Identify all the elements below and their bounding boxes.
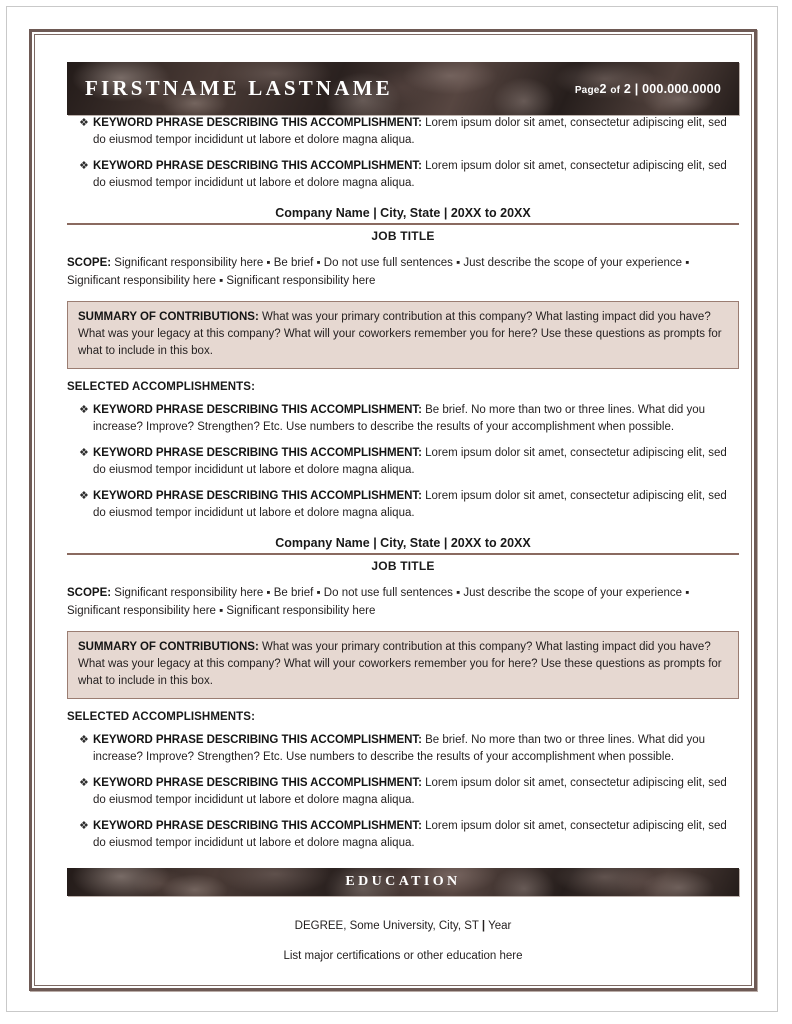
selected-accomplishments-heading: SELECTED ACCOMPLISHMENTS: <box>67 711 255 723</box>
accomplishment-keyword: KEYWORD PHRASE DESCRIBING THIS ACCOMPLISHMENT: <box>93 160 422 172</box>
accomplishment-keyword: KEYWORD PHRASE DESCRIBING THIS ACCOMPLISHMENT: <box>93 117 422 129</box>
phone-number: 000.000.0000 <box>642 81 721 96</box>
page-total-number: 2 <box>623 81 632 96</box>
summary-label: SUMMARY OF CONTRIBUTIONS: <box>78 641 259 653</box>
degree-separator: | <box>481 920 486 932</box>
company-name-location-dates: Company Name | City, State | 20XX to 20XX <box>275 536 531 550</box>
accomplishment-text <box>93 818 739 852</box>
education-banner-title: EDUCATION <box>345 874 461 889</box>
scope-body: Significant responsibility here ▪ Be brief ▪ Do not use full sentences ▪ Just describe the scope of your experience ▪ Significant responsibility here ▪ Significant responsibility here <box>67 257 690 287</box>
company-name-location-dates: Company Name | City, State | 20XX to 20XX <box>275 206 531 220</box>
accomplishment-keyword: KEYWORD PHRASE DESCRIBING THIS ACCOMPLISHMENT: <box>93 734 422 746</box>
accomplishment-body: Lorem ipsum dolor sit amet, consectetur adipiscing elit, sed do eiusmod tempor incididunt ut labore et dolore magna aliqua. <box>93 447 727 476</box>
company-divider-rule <box>67 223 739 225</box>
accomplishment-bullet-row <box>67 732 739 766</box>
accomplishment-bullet-row <box>67 402 739 436</box>
education-banner <box>67 868 739 896</box>
diamond-bullet-icon: ❖ <box>79 160 89 172</box>
resume-header-banner <box>67 62 739 115</box>
job-title: JOB TITLE <box>371 229 435 243</box>
candidate-name: FIRSTNAME LASTNAME <box>85 76 393 100</box>
accomplishment-body: Lorem ipsum dolor sit amet, consectetur adipiscing elit, sed do eiusmod tempor incididunt ut labore et dolore magna aliqua. <box>93 820 727 849</box>
diamond-bullet-icon: ❖ <box>79 447 89 459</box>
summary-body: What was your primary contribution at this company? What lasting impact did you have? What was your legacy at this company? What will your coworkers remember you for here? Use these questions as prompts for what to include in this box. <box>78 311 722 357</box>
header-page-and-phone <box>575 82 721 96</box>
accomplishment-text <box>93 488 739 522</box>
education-details <box>67 918 739 965</box>
scope-label: SCOPE: <box>67 587 112 599</box>
degree-text: DEGREE, Some University, City, ST <box>294 920 482 932</box>
accomplishment-text <box>93 732 739 766</box>
resume-page-sheet <box>6 6 778 1012</box>
diamond-bullet-icon: ❖ <box>79 734 89 746</box>
experience-entry <box>67 536 739 852</box>
summary-label: SUMMARY OF CONTRIBUTIONS: <box>78 311 259 323</box>
diamond-bullet-icon: ❖ <box>79 490 89 502</box>
accomplishment-bullet-row <box>67 445 739 479</box>
accomplishment-text <box>93 402 739 436</box>
diamond-bullet-icon: ❖ <box>79 117 89 129</box>
summary-of-contributions-box <box>67 301 739 369</box>
accomplishment-keyword: KEYWORD PHRASE DESCRIBING THIS ACCOMPLISHMENT: <box>93 447 422 459</box>
accomplishment-body: Lorem ipsum dolor sit amet, consectetur adipiscing elit, sed do eiusmod tempor incididunt ut labore et dolore magna aliqua. <box>93 117 727 146</box>
accomplishment-text <box>93 158 739 192</box>
job-title: JOB TITLE <box>371 559 435 573</box>
accomplishment-body: Lorem ipsum dolor sit amet, consectetur adipiscing elit, sed do eiusmod tempor incididunt ut labore et dolore magna aliqua. <box>93 490 727 519</box>
accomplishment-bullet-row <box>67 818 739 852</box>
accomplishment-keyword: KEYWORD PHRASE DESCRIBING THIS ACCOMPLISHMENT: <box>93 404 422 416</box>
page-word-label: Page <box>574 84 600 96</box>
diamond-bullet-icon: ❖ <box>79 820 89 832</box>
accomplishment-keyword: KEYWORD PHRASE DESCRIBING THIS ACCOMPLISHMENT: <box>93 490 422 502</box>
accomplishment-body: Lorem ipsum dolor sit amet, consectetur adipiscing elit, sed do eiusmod tempor incididunt ut labore et dolore magna aliqua. <box>93 160 727 189</box>
experience-entry <box>67 206 739 522</box>
accomplishment-text <box>93 445 739 479</box>
selected-accomplishments-list <box>67 732 739 852</box>
accomplishment-text <box>93 775 739 809</box>
degree-year: Year <box>485 920 512 932</box>
accomplishment-body: Be brief. No more than two or three lines. What did you increase? Improve? Strengthen? Etc. Use numbers to describe the results of your accomplishment when possible. <box>93 734 706 763</box>
selected-accomplishments-list <box>67 402 739 522</box>
page-of-label: of <box>610 84 621 96</box>
accomplishment-keyword: KEYWORD PHRASE DESCRIBING THIS ACCOMPLISHMENT: <box>93 777 422 789</box>
accomplishment-body: Be brief. No more than two or three lines. What did you increase? Improve? Strengthen? Etc. Use numbers to describe the results of your accomplishment when possible. <box>93 404 706 433</box>
experience-section <box>67 206 739 852</box>
education-certifications-line: List major certifications or other education here <box>283 950 523 962</box>
accomplishment-bullet-row <box>67 158 739 192</box>
accomplishment-keyword: KEYWORD PHRASE DESCRIBING THIS ACCOMPLISHMENT: <box>93 820 422 832</box>
accomplishment-body: Lorem ipsum dolor sit amet, consectetur adipiscing elit, sed do eiusmod tempor incididunt ut labore et dolore magna aliqua. <box>93 777 727 806</box>
accomplishment-bullet-row <box>67 775 739 809</box>
scope-label: SCOPE: <box>67 257 112 269</box>
diamond-bullet-icon: ❖ <box>79 777 89 789</box>
accomplishment-bullet-row <box>67 115 739 149</box>
education-degree-line <box>67 918 739 935</box>
summary-body: What was your primary contribution at this company? What lasting impact did you have? What was your legacy at this company? What will your coworkers remember you for here? Use these questions as prompts for what to include in this box. <box>78 641 722 687</box>
scope-line <box>67 584 739 620</box>
company-divider-rule <box>67 553 739 555</box>
resume-content <box>67 62 739 978</box>
accomplishment-text <box>93 115 739 149</box>
accomplishment-bullet-row <box>67 488 739 522</box>
scope-line <box>67 254 739 290</box>
diamond-bullet-icon: ❖ <box>79 404 89 416</box>
page-current-number: 2 <box>599 81 607 96</box>
scope-body: Significant responsibility here ▪ Be brief ▪ Do not use full sentences ▪ Just describe the scope of your experience ▪ Significant responsibility here ▪ Significant responsibility here <box>67 587 690 617</box>
selected-accomplishments-heading: SELECTED ACCOMPLISHMENTS: <box>67 381 255 393</box>
continued-accomplishments-list <box>67 115 739 192</box>
summary-of-contributions-box <box>67 631 739 699</box>
header-separator: | <box>634 81 639 96</box>
